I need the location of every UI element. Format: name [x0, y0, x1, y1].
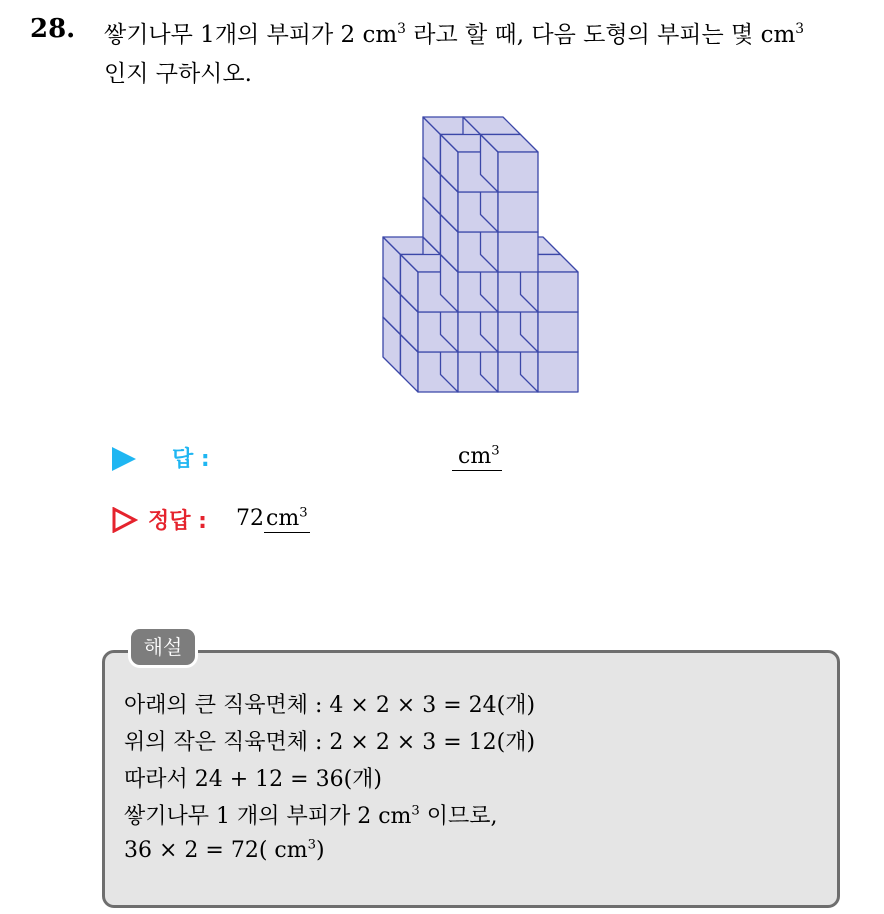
- cube-front-face: [538, 312, 578, 352]
- cube-front-face: [538, 272, 578, 312]
- explanation-tab: 해설: [128, 626, 198, 668]
- cube-front-face: [498, 232, 538, 272]
- cube-front-face: [538, 352, 578, 392]
- explanation-line-3: 따라서 24 + 12 = 36(개): [124, 767, 382, 792]
- stacked-cubes-figure: [376, 112, 586, 402]
- correct-arrow-icon: [112, 507, 138, 533]
- explanation-line-1: 아래의 큰 직육면체 : 4 × 2 × 3 = 24(개): [124, 693, 536, 718]
- correct-answer-row: [112, 502, 532, 538]
- explanation-line-4: 쌓기나무 1 개의 부피가 2 $cm^3$ 이므로,: [124, 803, 498, 829]
- correct-label: 정답 :: [148, 509, 207, 534]
- answer-arrow-icon: [112, 447, 136, 471]
- correct-value: $72cm^3$: [236, 505, 308, 531]
- answer-label: 답 :: [172, 447, 210, 472]
- explanation-line-5: 36 × 2 = 72( $cm^3$): [124, 837, 325, 863]
- explanation-line-2: 위의 작은 직육면체 : 2 × 2 × 3 = 12(개): [124, 730, 536, 755]
- question-number: 28.: [30, 14, 76, 44]
- question-text-line-1: 쌓기나무 1개의 부피가 2 $cm^3$ 라고 할 때, 다음 도형의 부피는 몇 $cm^3$: [104, 21, 805, 48]
- answer-blank[interactable]: $cm^3$: [452, 444, 502, 471]
- cube-group: [383, 117, 578, 392]
- question-text-line-2: 인지 구하시오.: [104, 61, 252, 87]
- answer-row: [112, 440, 532, 476]
- cube-front-face: [498, 192, 538, 232]
- cube-front-face: [498, 152, 538, 192]
